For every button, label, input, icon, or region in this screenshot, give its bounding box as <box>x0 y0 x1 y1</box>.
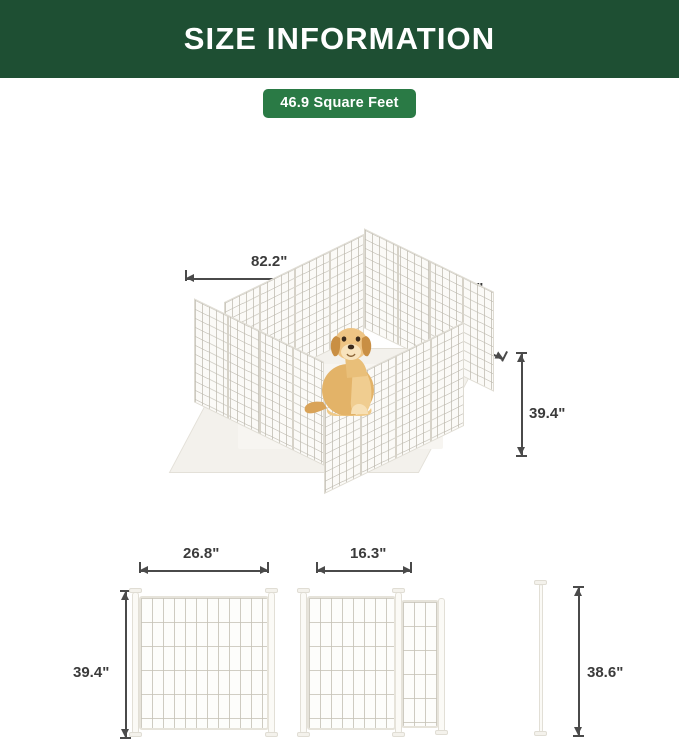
wide-panel-diagram <box>132 584 276 742</box>
page-header <box>0 0 679 78</box>
narrow-panel-post-left <box>300 592 307 734</box>
dimension-label-rod-height: 38.6" <box>587 664 624 681</box>
dimension-line-panel-a-height <box>125 590 127 738</box>
support-rod-bottom-cap <box>534 731 547 736</box>
narrow-panel-mesh-main <box>307 596 396 730</box>
panel-mesh <box>139 596 269 730</box>
dimension-label-panel-a-width: 26.8" <box>183 545 220 562</box>
dimension-label-width-front: 82.2" <box>251 253 288 270</box>
narrow-panel-top-cap-left <box>297 588 310 593</box>
narrow-panel-mesh-wing <box>401 600 439 728</box>
dimension-arrow-rod-bottom <box>574 727 582 735</box>
dimension-arrow-panel-a-top <box>121 592 129 600</box>
panel-post-left <box>132 592 139 734</box>
dog-illustration <box>301 316 393 428</box>
narrow-panel-top-cap-mid <box>392 588 405 593</box>
dimension-arrow-panel-b-right <box>403 566 411 574</box>
dimension-arrow-panel-b-left <box>317 566 325 574</box>
dimension-arrow-height-bottom <box>517 447 525 455</box>
panel-top-cap-right <box>265 588 278 593</box>
dimension-tick-rod-bottom <box>573 735 584 737</box>
dimension-label-panel-b-width: 16.3" <box>350 545 387 562</box>
panel-top-cap-left <box>129 588 142 593</box>
diagram-stage <box>0 118 679 681</box>
dimension-line-rod-height <box>578 586 580 736</box>
dimension-arrow-panel-a-right <box>260 566 268 574</box>
panel-post-right <box>268 592 275 734</box>
dimension-line-panel-b-width <box>316 570 411 572</box>
narrow-panel-diagram <box>300 584 448 742</box>
dimension-arrow-height-top <box>517 354 525 362</box>
narrow-panel-foot-mid <box>392 732 405 737</box>
narrow-panel-foot-left <box>297 732 310 737</box>
dimension-label-height: 39.4" <box>529 405 566 422</box>
narrow-panel-post-right <box>438 598 445 734</box>
dimension-arrow-panel-a-left <box>140 566 148 574</box>
pet-playpen-illustration <box>178 256 518 498</box>
dimension-line-panel-a-width <box>139 570 268 572</box>
support-rod-top-cap <box>534 580 547 585</box>
badge-row <box>0 89 679 118</box>
support-rod <box>539 584 543 734</box>
dimension-tick-panel-a-bottom <box>120 737 131 739</box>
dimension-arrow-panel-a-bottom <box>121 729 129 737</box>
panel-foot-right <box>265 732 278 737</box>
dimension-line-height <box>521 352 523 456</box>
panel-foot-left <box>129 732 142 737</box>
narrow-panel-foot-right <box>435 730 448 735</box>
area-badge: 46.9 Square Feet <box>263 89 415 118</box>
page-title: SIZE INFORMATION <box>183 21 496 56</box>
dimension-label-panel-a-height: 39.4" <box>73 664 110 681</box>
dimension-arrow-rod-top <box>574 588 582 596</box>
